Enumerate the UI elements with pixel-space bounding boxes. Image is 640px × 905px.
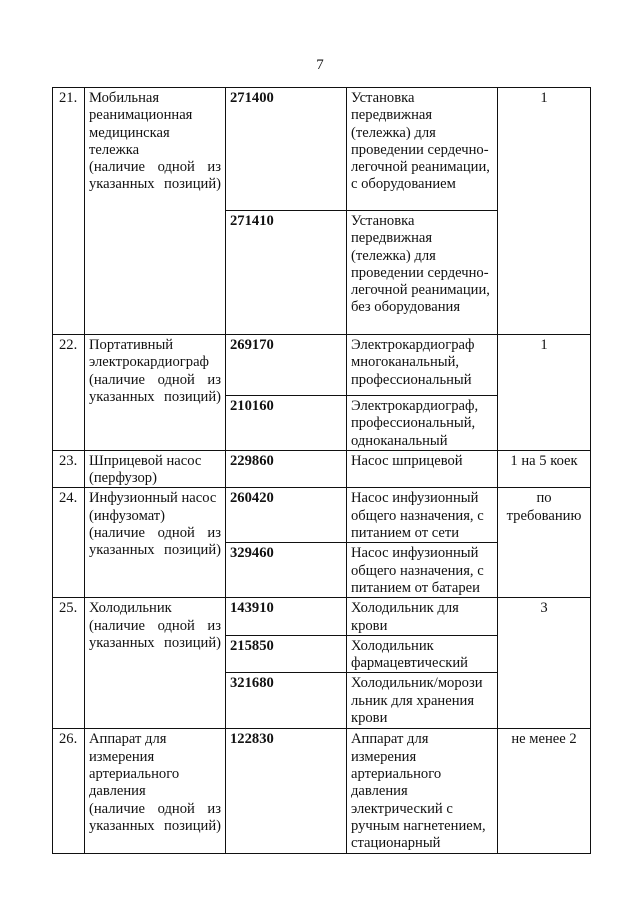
required-quantity: по требованию: [498, 488, 591, 598]
equipment-name-text: Портативный электрокардиограф: [89, 337, 210, 371]
equipment-name: [85, 488, 226, 598]
nomenclature-code: 329460: [226, 543, 347, 598]
equipment-name: [85, 450, 226, 488]
required-quantity: 1: [498, 88, 591, 335]
table-row: [53, 598, 591, 636]
required-quantity: не менее 2: [498, 729, 591, 853]
nomenclature-description: Электрокардиограф многоканальный, профессиональный: [347, 335, 498, 396]
nomenclature-description: Установка передвижная (тележка) для проведении сердечно-легочной реанимации, с оборудованием: [347, 88, 498, 211]
row-number: 21.: [53, 88, 85, 335]
table-row: [53, 729, 591, 853]
equipment-name-text: Шприцевой насос (перфузор): [89, 452, 202, 487]
equipment-table: [52, 87, 591, 854]
equipment-name-text: Аппарат для измерения артериального давления: [89, 731, 180, 800]
nomenclature-description: Насос шприцевой: [347, 450, 498, 488]
nomenclature-description: Холодильник для крови: [347, 598, 498, 636]
equipment-note: (наличие одной из указанных позиций): [89, 159, 221, 193]
equipment-note: (наличие одной из указанных позиций): [89, 525, 221, 559]
table-row: [53, 488, 591, 543]
row-number: 26.: [53, 729, 85, 853]
table-row: [53, 450, 591, 488]
equipment-name: [85, 88, 226, 335]
table-row: [53, 88, 591, 211]
row-number: 23.: [53, 450, 85, 488]
row-number: 25.: [53, 598, 85, 729]
nomenclature-code: 271410: [226, 211, 347, 335]
nomenclature-code: 321680: [226, 673, 347, 729]
nomenclature-code: 143910: [226, 598, 347, 636]
equipment-name-text: Мобильная реанимационная медицинская тележка: [89, 90, 193, 158]
equipment-name: [85, 335, 226, 451]
nomenclature-description: Насос инфузионный общего назначения, с питанием от сети: [347, 488, 498, 543]
required-quantity: 3: [498, 598, 591, 729]
nomenclature-description: Установка передвижная (тележка) для проведении сердечно-легочной реанимации, без оборудования: [347, 211, 498, 335]
page-number: 7: [316, 57, 324, 73]
nomenclature-description: Холодильник/морози льник для хранения крови: [347, 673, 498, 729]
nomenclature-code: 215850: [226, 635, 347, 673]
required-quantity: 1 на 5 коек: [498, 450, 591, 488]
nomenclature-code: 210160: [226, 396, 347, 451]
nomenclature-code: 229860: [226, 450, 347, 488]
nomenclature-code: 122830: [226, 729, 347, 853]
nomenclature-description: Насос инфузионный общего назначения, с питанием от батареи: [347, 543, 498, 598]
row-number: 22.: [53, 335, 85, 451]
equipment-name: [85, 729, 226, 853]
nomenclature-code: 271400: [226, 88, 347, 211]
equipment-note: (наличие одной из указанных позиций): [89, 617, 221, 651]
nomenclature-description: Электрокардиограф, профессиональный, одноканальный: [347, 396, 498, 451]
row-number: 24.: [53, 488, 85, 598]
table-row: [53, 335, 591, 396]
equipment-name-text: Холодильник: [89, 600, 172, 617]
nomenclature-code: 269170: [226, 335, 347, 396]
required-quantity: 1: [498, 335, 591, 451]
equipment-name: [85, 598, 226, 729]
equipment-name-text: Инфузионный насос (инфузомат): [89, 490, 217, 524]
equipment-note: (наличие одной из указанных позиций): [89, 371, 221, 405]
nomenclature-description: Аппарат для измерения артериального давления электрический с ручным нагнетением, стационарный: [347, 729, 498, 853]
nomenclature-code: 260420: [226, 488, 347, 543]
nomenclature-description: Холодильник фармацевтический: [347, 635, 498, 673]
equipment-note: (наличие одной из указанных позиций): [89, 800, 221, 834]
